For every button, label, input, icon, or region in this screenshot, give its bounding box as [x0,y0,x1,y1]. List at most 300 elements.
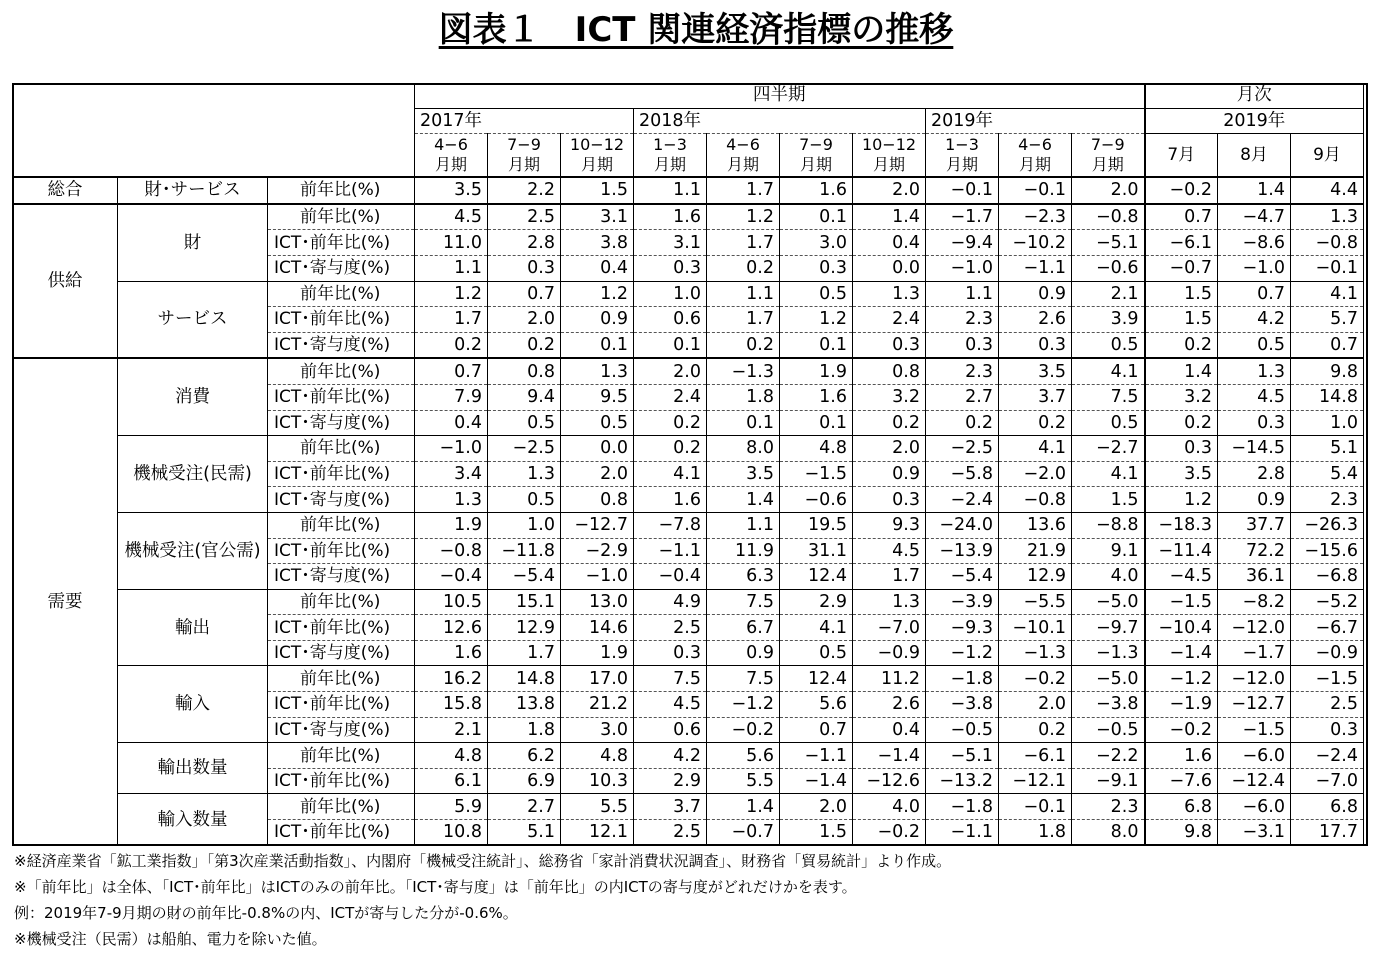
value-cell: 0.2 [999,410,1072,436]
value-cell: 2.9 [634,768,707,794]
subgroup-label: 財 [118,204,268,281]
value-cell: 1.2 [561,281,634,307]
header-year-2017: 2017年 [415,108,634,134]
value-cell: 0.3 [853,332,926,358]
value-cell: 3.2 [853,384,926,410]
value-cell: 3.2 [1145,384,1218,410]
value-cell: −12.6 [853,768,926,794]
subgroup-label: 財･サービス [118,177,268,204]
value-cell: 3.7 [999,384,1072,410]
value-cell: −1.0 [415,436,488,462]
value-cell: −5.4 [488,564,561,590]
quarter-suffix: 月期 [945,155,978,175]
value-cell: 4.5 [634,692,707,718]
value-cell: 5.1 [1291,436,1364,462]
value-cell: 5.6 [707,743,780,769]
value-cell: 0.9 [561,307,634,333]
value-cell: 4.5 [415,204,488,230]
quarter-range: 4−6 [1018,135,1052,155]
value-cell: 4.8 [780,436,853,462]
value-cell: 1.1 [707,512,780,538]
header-quarter [488,134,561,178]
value-cell: 0.7 [415,358,488,384]
value-cell: 5.5 [561,794,634,820]
value-cell: 0.2 [1145,332,1218,358]
value-cell: 13.6 [999,512,1072,538]
measure-label: ICT･前年比(%) [268,538,415,564]
value-cell: 1.7 [488,640,561,666]
value-cell: 1.6 [780,177,853,204]
value-cell: 6.8 [1291,794,1364,820]
value-cell: 0.7 [780,717,853,743]
value-cell: 2.0 [999,692,1072,718]
value-cell: 0.7 [1291,332,1364,358]
value-cell: −12.7 [561,512,634,538]
indicator-table [12,83,1364,845]
value-cell: −3.8 [926,692,999,718]
measure-label: 前年比(%) [268,204,415,230]
measure-label: 前年比(%) [268,358,415,384]
value-cell: 10.3 [561,768,634,794]
group-label: 総合 [13,177,118,204]
value-cell: 0.5 [1072,410,1145,436]
value-cell: 0.1 [707,410,780,436]
value-cell: 17.7 [1291,820,1364,845]
value-cell: −6.1 [1145,230,1218,256]
value-cell: 1.4 [707,487,780,513]
value-cell: 9.3 [853,512,926,538]
value-cell: 0.6 [634,717,707,743]
value-cell: −4.7 [1218,204,1291,230]
value-cell: 0.7 [488,281,561,307]
value-cell: 2.5 [634,820,707,845]
value-cell: 1.4 [1145,358,1218,384]
value-cell: 2.3 [1291,487,1364,513]
value-cell: −6.0 [1218,794,1291,820]
value-cell: 0.9 [1218,487,1291,513]
value-cell: 1.1 [634,177,707,204]
value-cell: 2.7 [488,794,561,820]
measure-label: ICT･寄与度(%) [268,487,415,513]
value-cell: −0.2 [1145,177,1218,204]
value-cell: 2.0 [634,358,707,384]
measure-label: ICT･寄与度(%) [268,717,415,743]
value-cell: 7.5 [634,666,707,692]
value-cell: −2.0 [999,461,1072,487]
value-cell: 0.6 [634,307,707,333]
value-cell: 3.4 [415,461,488,487]
value-cell: 0.3 [634,255,707,281]
value-cell: 0.9 [999,281,1072,307]
value-cell: −0.9 [1291,640,1364,666]
value-cell: 2.3 [926,307,999,333]
value-cell: 14.8 [488,666,561,692]
value-cell: −12.7 [1218,692,1291,718]
table-row [13,666,1364,692]
measure-label: ICT･寄与度(%) [268,332,415,358]
value-cell: 72.2 [1218,538,1291,564]
value-cell: −10.1 [999,615,1072,641]
measure-label: ICT･前年比(%) [268,820,415,845]
value-cell: 12.9 [488,615,561,641]
value-cell: 1.8 [999,820,1072,845]
value-cell: 3.5 [415,177,488,204]
value-cell: −12.0 [1218,666,1291,692]
value-cell: −2.5 [488,436,561,462]
value-cell: −3.9 [926,589,999,615]
value-cell: 1.9 [780,358,853,384]
value-cell: 9.1 [1072,538,1145,564]
table-row [13,281,1364,307]
value-cell: 11.2 [853,666,926,692]
value-cell: 3.9 [1072,307,1145,333]
value-cell: 6.2 [488,743,561,769]
value-cell: 2.4 [634,384,707,410]
value-cell: −0.9 [853,640,926,666]
value-cell: 2.0 [780,794,853,820]
value-cell: −26.3 [1291,512,1364,538]
quarter-suffix: 月期 [1018,155,1051,175]
value-cell: 1.5 [780,820,853,845]
header-quarter [415,134,488,178]
quarter-suffix: 月期 [872,155,905,175]
value-cell: 3.5 [707,461,780,487]
measure-label: ICT･寄与度(%) [268,564,415,590]
value-cell: 2.8 [488,230,561,256]
value-cell: −0.6 [1072,255,1145,281]
value-cell: −1.3 [1072,640,1145,666]
value-cell: 8.0 [707,436,780,462]
value-cell: 1.3 [1291,204,1364,230]
value-cell: 0.4 [415,410,488,436]
value-cell: −0.1 [999,177,1072,204]
value-cell: 1.3 [853,281,926,307]
value-cell: 0.3 [1218,410,1291,436]
value-cell: 2.0 [561,461,634,487]
value-cell: 5.7 [1291,307,1364,333]
value-cell: 2.5 [1291,692,1364,718]
header-quarter [780,134,853,178]
value-cell: 0.3 [1145,436,1218,462]
value-cell: 0.1 [780,332,853,358]
value-cell: 0.2 [707,255,780,281]
value-cell: 0.8 [561,487,634,513]
value-cell: 15.8 [415,692,488,718]
value-cell: 1.0 [488,512,561,538]
subgroup-label: 消費 [118,358,268,435]
value-cell: 9.8 [1145,820,1218,845]
value-cell: 0.2 [853,410,926,436]
value-cell: −1.8 [926,666,999,692]
value-cell: 0.2 [999,717,1072,743]
value-cell: 1.1 [926,281,999,307]
value-cell: 2.6 [999,307,1072,333]
value-cell: 6.3 [707,564,780,590]
value-cell: 1.6 [415,640,488,666]
quarter-range: 7−9 [1090,135,1125,155]
subgroup-label: 輸出数量 [118,743,268,794]
subgroup-label: 輸出 [118,589,268,666]
quarter-range: 10−12 [861,135,917,155]
value-cell: −1.5 [1291,666,1364,692]
header-year-2019: 2019年 [926,108,1145,134]
value-cell: 7.5 [707,589,780,615]
measure-label: ICT･前年比(%) [268,307,415,333]
header-quarter [853,134,926,178]
value-cell: 0.2 [707,332,780,358]
measure-label: 前年比(%) [268,743,415,769]
value-cell: −1.7 [926,204,999,230]
value-cell: −9.3 [926,615,999,641]
quarter-range: 7−9 [799,135,833,155]
value-cell: 0.5 [488,410,561,436]
measure-label: 前年比(%) [268,512,415,538]
value-cell: −1.9 [1145,692,1218,718]
value-cell: 1.9 [561,640,634,666]
value-cell: −1.1 [999,255,1072,281]
value-cell: 11.9 [707,538,780,564]
value-cell: 2.8 [1218,461,1291,487]
value-cell: 0.9 [853,461,926,487]
value-cell: 4.5 [853,538,926,564]
value-cell: 15.1 [488,589,561,615]
value-cell: 2.1 [415,717,488,743]
measure-label: 前年比(%) [268,666,415,692]
value-cell: 1.7 [707,177,780,204]
measure-label: ICT･前年比(%) [268,384,415,410]
value-cell: 1.7 [415,307,488,333]
value-cell: −10.4 [1145,615,1218,641]
measure-label: ICT･寄与度(%) [268,640,415,666]
value-cell: −0.5 [1072,717,1145,743]
value-cell: 4.1 [780,615,853,641]
value-cell: 2.2 [488,177,561,204]
value-cell: 4.8 [561,743,634,769]
value-cell: −3.1 [1218,820,1291,845]
value-cell: −12.0 [1218,615,1291,641]
value-cell: −1.2 [926,640,999,666]
value-cell: 0.2 [1145,410,1218,436]
value-cell: 0.4 [853,230,926,256]
value-cell: 5.9 [415,794,488,820]
quarter-suffix: 月期 [726,155,759,175]
value-cell: 1.1 [415,255,488,281]
value-cell: −0.6 [780,487,853,513]
value-cell: 0.4 [561,255,634,281]
value-cell: 5.6 [780,692,853,718]
value-cell: 1.3 [561,358,634,384]
measure-label: 前年比(%) [268,177,415,204]
quarter-suffix: 月期 [653,155,686,175]
value-cell: −0.2 [1145,717,1218,743]
value-cell: 1.7 [853,564,926,590]
value-cell: 2.5 [488,204,561,230]
value-cell: 0.3 [999,332,1072,358]
value-cell: 3.5 [1145,461,1218,487]
header-quarter [926,134,999,178]
value-cell: −2.7 [1072,436,1145,462]
value-cell: −1.0 [1218,255,1291,281]
value-cell: 2.5 [634,615,707,641]
value-cell: −5.8 [926,461,999,487]
value-cell: 1.3 [853,589,926,615]
value-cell: 4.4 [1291,177,1364,204]
value-cell: 3.1 [561,204,634,230]
table-row [13,743,1364,769]
value-cell: −0.7 [707,820,780,845]
value-cell: 1.6 [634,487,707,513]
value-cell: −4.5 [1145,564,1218,590]
table-row [13,512,1364,538]
value-cell: 1.8 [488,717,561,743]
value-cell: −0.8 [1072,204,1145,230]
header-quarter [707,134,780,178]
value-cell: −13.9 [926,538,999,564]
measure-label: ICT･前年比(%) [268,230,415,256]
value-cell: 21.2 [561,692,634,718]
value-cell: 0.7 [1218,281,1291,307]
value-cell: 4.8 [415,743,488,769]
value-cell: 0.5 [1072,332,1145,358]
value-cell: 1.6 [634,204,707,230]
header-month: 7月 [1145,134,1218,178]
value-cell: 1.0 [634,281,707,307]
value-cell: 2.0 [853,436,926,462]
value-cell: 7.9 [415,384,488,410]
value-cell: −1.4 [1145,640,1218,666]
value-cell: 14.8 [1291,384,1364,410]
value-cell: 5.4 [1291,461,1364,487]
value-cell: 4.0 [1072,564,1145,590]
value-cell: 13.8 [488,692,561,718]
value-cell: −1.2 [1145,666,1218,692]
value-cell: 14.6 [561,615,634,641]
value-cell: 7.5 [1072,384,1145,410]
value-cell: 12.9 [999,564,1072,590]
value-cell: −2.4 [1291,743,1364,769]
value-cell: 1.1 [707,281,780,307]
value-cell: 1.0 [1291,410,1364,436]
value-cell: 6.1 [415,768,488,794]
value-cell: −6.0 [1218,743,1291,769]
value-cell: 3.1 [634,230,707,256]
value-cell: 16.2 [415,666,488,692]
value-cell: −1.0 [561,564,634,590]
value-cell: −13.2 [926,768,999,794]
value-cell: 0.5 [488,487,561,513]
value-cell: −7.0 [1291,768,1364,794]
subgroup-label: 輸入 [118,666,268,743]
value-cell: −0.1 [1291,255,1364,281]
value-cell: 1.2 [707,204,780,230]
value-cell: 10.5 [415,589,488,615]
value-cell: −11.4 [1145,538,1218,564]
measure-label: ICT･前年比(%) [268,461,415,487]
value-cell: 0.4 [853,717,926,743]
value-cell: 4.2 [634,743,707,769]
value-cell: 1.2 [415,281,488,307]
value-cell: 0.8 [853,358,926,384]
value-cell: 1.5 [1145,281,1218,307]
value-cell: −1.1 [634,538,707,564]
value-cell: 4.1 [1072,461,1145,487]
value-cell: 1.7 [707,230,780,256]
value-cell: 1.3 [488,461,561,487]
value-cell: −1.1 [926,820,999,845]
value-cell: 0.2 [634,436,707,462]
value-cell: 2.3 [926,358,999,384]
value-cell: 12.4 [780,564,853,590]
value-cell: 3.8 [561,230,634,256]
value-cell: 6.9 [488,768,561,794]
quarter-range: 10−12 [569,135,625,155]
measure-label: 前年比(%) [268,281,415,307]
header-year-2018: 2018年 [634,108,926,134]
value-cell: 37.7 [1218,512,1291,538]
value-cell: 0.3 [780,255,853,281]
corner-cell [13,83,415,177]
value-cell: 1.8 [707,384,780,410]
value-cell: −0.8 [1291,230,1364,256]
value-cell: −0.2 [853,820,926,845]
value-cell: 1.4 [707,794,780,820]
value-cell: 2.0 [1072,177,1145,204]
value-cell: 19.5 [780,512,853,538]
table-row [13,177,1364,204]
value-cell: 2.6 [853,692,926,718]
value-cell: −0.8 [415,538,488,564]
value-cell: 4.0 [853,794,926,820]
table-row [13,358,1364,384]
value-cell: 4.1 [999,436,1072,462]
value-cell: −5.0 [1072,589,1145,615]
value-cell: 12.6 [415,615,488,641]
value-cell: 0.2 [634,410,707,436]
value-cell: 0.5 [561,410,634,436]
value-cell: 1.2 [1145,487,1218,513]
value-cell: −0.1 [999,794,1072,820]
value-cell: 0.1 [561,332,634,358]
value-cell: −9.4 [926,230,999,256]
header-month: 9月 [1291,134,1364,178]
table-row [13,436,1364,462]
value-cell: −11.8 [488,538,561,564]
value-cell: 6.8 [1145,794,1218,820]
value-cell: 31.1 [780,538,853,564]
value-cell: 0.1 [634,332,707,358]
table-row [13,204,1364,230]
measure-label: ICT･前年比(%) [268,692,415,718]
value-cell: 3.5 [999,358,1072,384]
value-cell: −12.1 [999,768,1072,794]
value-cell: 0.5 [780,640,853,666]
value-cell: −12.4 [1218,768,1291,794]
measure-label: ICT･寄与度(%) [268,410,415,436]
header-quarterly: 四半期 [415,83,1145,108]
value-cell: −6.1 [999,743,1072,769]
subgroup-label: サービス [118,281,268,358]
value-cell: 0.8 [488,358,561,384]
value-cell: −1.2 [707,692,780,718]
page-title: 図表１ ICT 関連経済指標の推移 [438,10,954,50]
value-cell: 2.4 [853,307,926,333]
quarter-range: 1−3 [945,135,979,155]
table-row [13,589,1364,615]
value-cell: −14.5 [1218,436,1291,462]
value-cell: 4.1 [1072,358,1145,384]
value-cell: 2.9 [780,589,853,615]
value-cell: 0.2 [926,410,999,436]
